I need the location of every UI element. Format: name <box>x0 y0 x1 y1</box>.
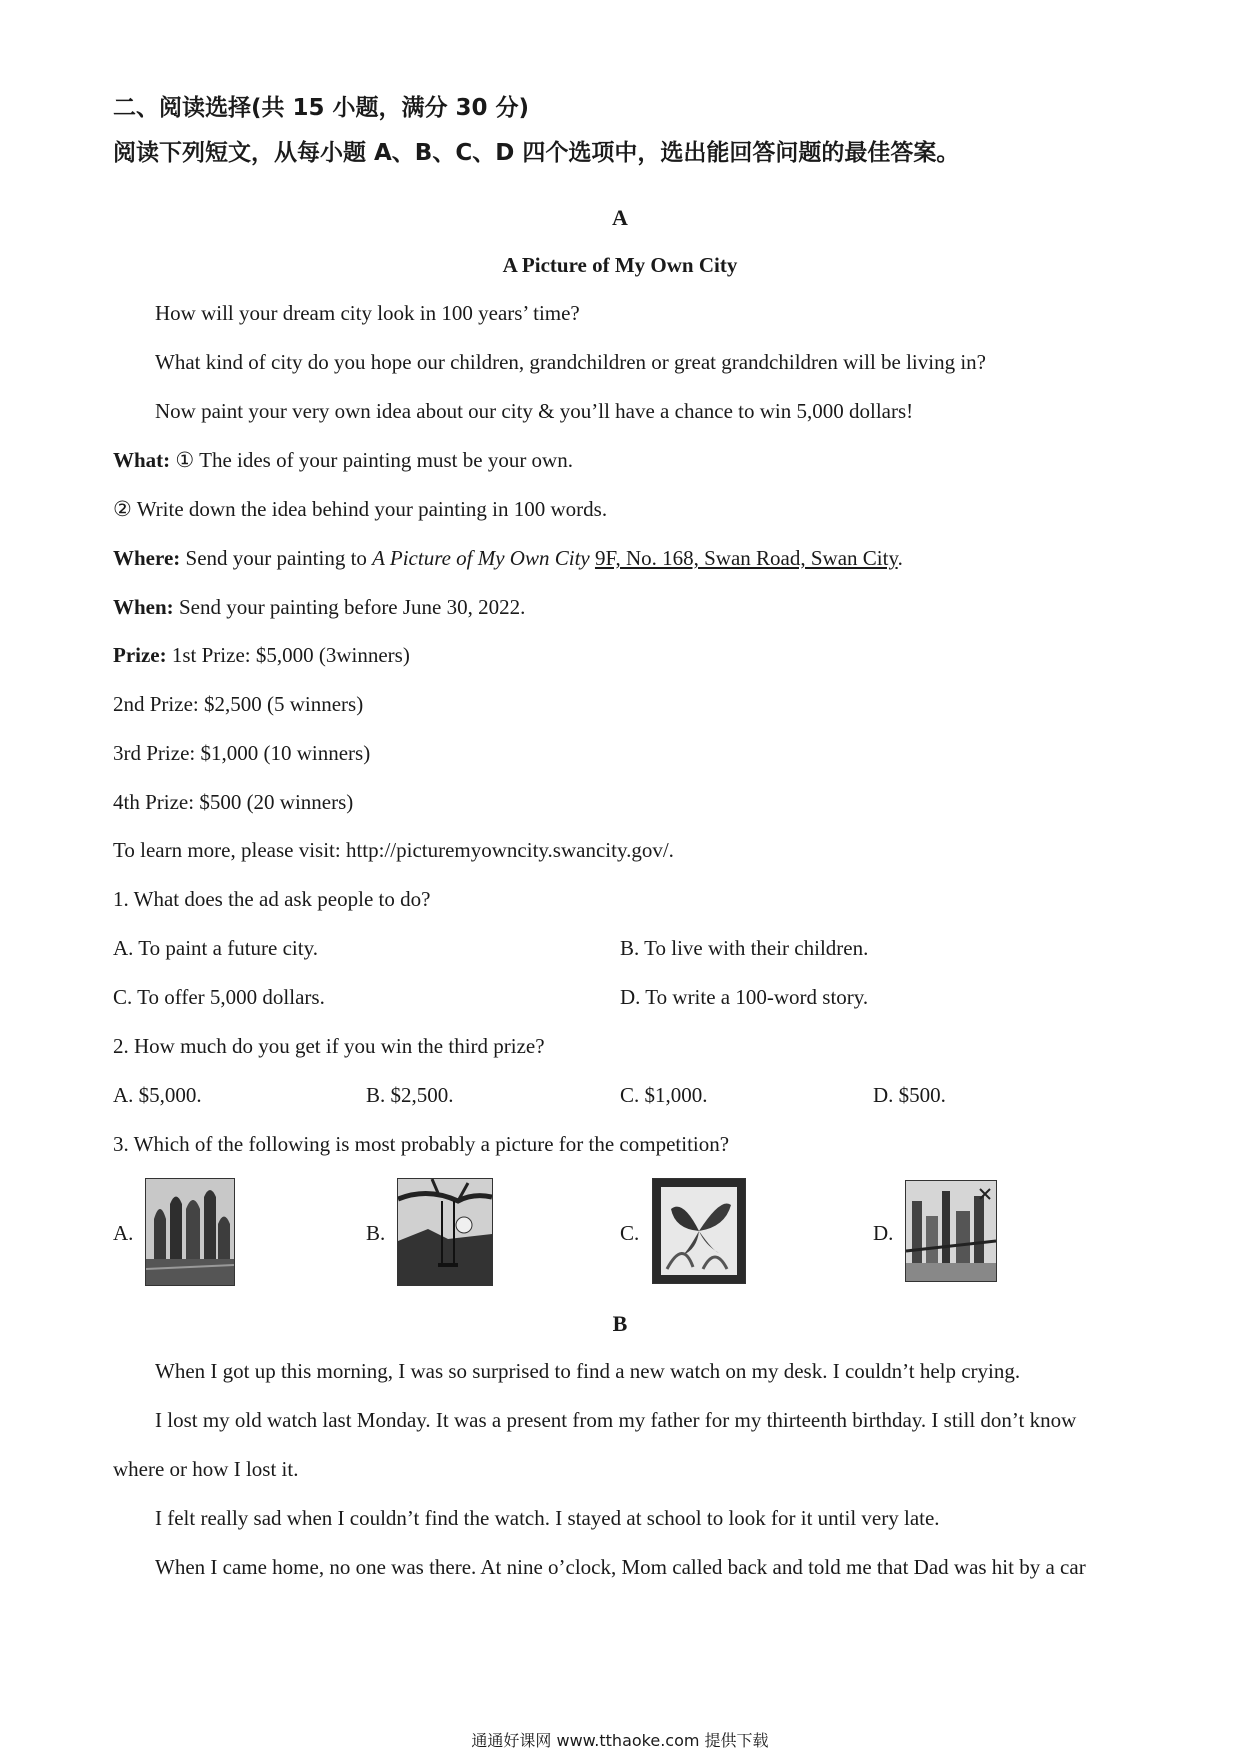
butterfly-picture <box>652 1178 746 1284</box>
prize-line-1 <box>113 642 410 668</box>
what-text-1: ① The ides of your painting must be your own. <box>170 448 573 472</box>
city-picture <box>905 1180 997 1282</box>
question-2-option-c: C. $1,000. <box>620 1083 708 1107</box>
what-line-2: ② Write down the idea behind your painting in 100 words. <box>113 497 608 521</box>
passage-a-paragraph-3: Now paint your very own idea about our city & you’ll have a chance to win 5,000 dollars! <box>155 399 914 423</box>
question-2: 2. How much do you get if you win the third prize? <box>113 1034 545 1058</box>
prize-text-1: 1st Prize: $5,000 (3winners) <box>166 643 410 667</box>
passage-b-line-5: When I came home, no one was there. At nine o’clock, Mom called back and told me that Dad was hit by a car <box>155 1555 1086 1579</box>
passage-a-paragraph-1: How will your dream city look in 100 years’ time? <box>155 301 580 325</box>
passage-a-title: A Picture of My Own City <box>502 253 738 277</box>
when-text: Send your painting before June 30, 2022. <box>173 595 526 619</box>
footer-credit: 通通好课网 www.tthaoke.com 提供下载 <box>471 1731 769 1750</box>
swing-picture <box>397 1178 493 1286</box>
skyline-picture <box>145 1178 235 1286</box>
question-2-option-a: A. $5,000. <box>113 1083 202 1107</box>
what-label: What: <box>113 448 171 472</box>
learn-more-line: To learn more, please visit: http://picturemyowncity.swancity.gov/. <box>113 838 674 862</box>
question-3-option-a: A. <box>113 1221 134 1245</box>
question-3-option-d: D. <box>873 1221 894 1245</box>
where-italic-name: A Picture of My Own City <box>372 546 590 570</box>
passage-b-line-4: I felt really sad when I couldn’t find the watch. I stayed at school to look for it until very late. <box>155 1506 940 1530</box>
where-text: Send your painting to <box>180 546 373 570</box>
prize-line-2: 2nd Prize: $2,500 (5 winners) <box>113 692 364 716</box>
question-2-option-d: D. $500. <box>873 1083 946 1107</box>
passage-b-letter: B <box>612 1311 628 1336</box>
section-instruction: 阅读下列短文，从每小题 A、B、C、D 四个选项中，选出能回答问题的最佳答案。 <box>113 140 960 166</box>
question-1-option-c: C. To offer 5,000 dollars. <box>113 985 325 1009</box>
where-label: Where: <box>113 546 181 570</box>
prize-label: Prize: <box>113 643 167 667</box>
section-heading: 二、阅读选择(共 15 小题，满分 30 分) <box>113 95 530 121</box>
where-line <box>113 545 903 571</box>
question-1-option-b: B. To live with their children. <box>620 936 869 960</box>
where-end: . <box>897 546 903 570</box>
question-3-option-c: C. <box>620 1221 640 1245</box>
when-line <box>113 594 525 620</box>
question-1-option-d: D. To write a 100-word story. <box>620 985 869 1009</box>
passage-b-line-1: When I got up this morning, I was so surprised to find a new watch on my desk. I couldn’t help crying. <box>155 1359 1021 1383</box>
where-address: 9F, No. 168, Swan Road, Swan City <box>594 546 898 570</box>
passage-b-line-3: where or how I lost it. <box>113 1457 299 1481</box>
question-1: 1. What does the ad ask people to do? <box>113 887 431 911</box>
when-label: When: <box>113 595 174 619</box>
passage-a-letter: A <box>612 205 628 230</box>
passage-a-paragraph-2: What kind of city do you hope our children, grandchildren or great grandchildren will be living in? <box>155 350 987 374</box>
passage-b-line-2: I lost my old watch last Monday. It was a present from my father for my thirteenth birthday. I still don’t know <box>155 1408 1077 1432</box>
question-1-option-a: A. To paint a future city. <box>113 936 318 960</box>
prize-line-3: 3rd Prize: $1,000 (10 winners) <box>113 741 371 765</box>
question-2-option-b: B. $2,500. <box>366 1083 454 1107</box>
question-3-option-b: B. <box>366 1221 386 1245</box>
prize-line-4: 4th Prize: $500 (20 winners) <box>113 790 354 814</box>
what-line-1 <box>113 447 573 473</box>
question-3: 3. Which of the following is most probably a picture for the competition? <box>113 1132 730 1156</box>
